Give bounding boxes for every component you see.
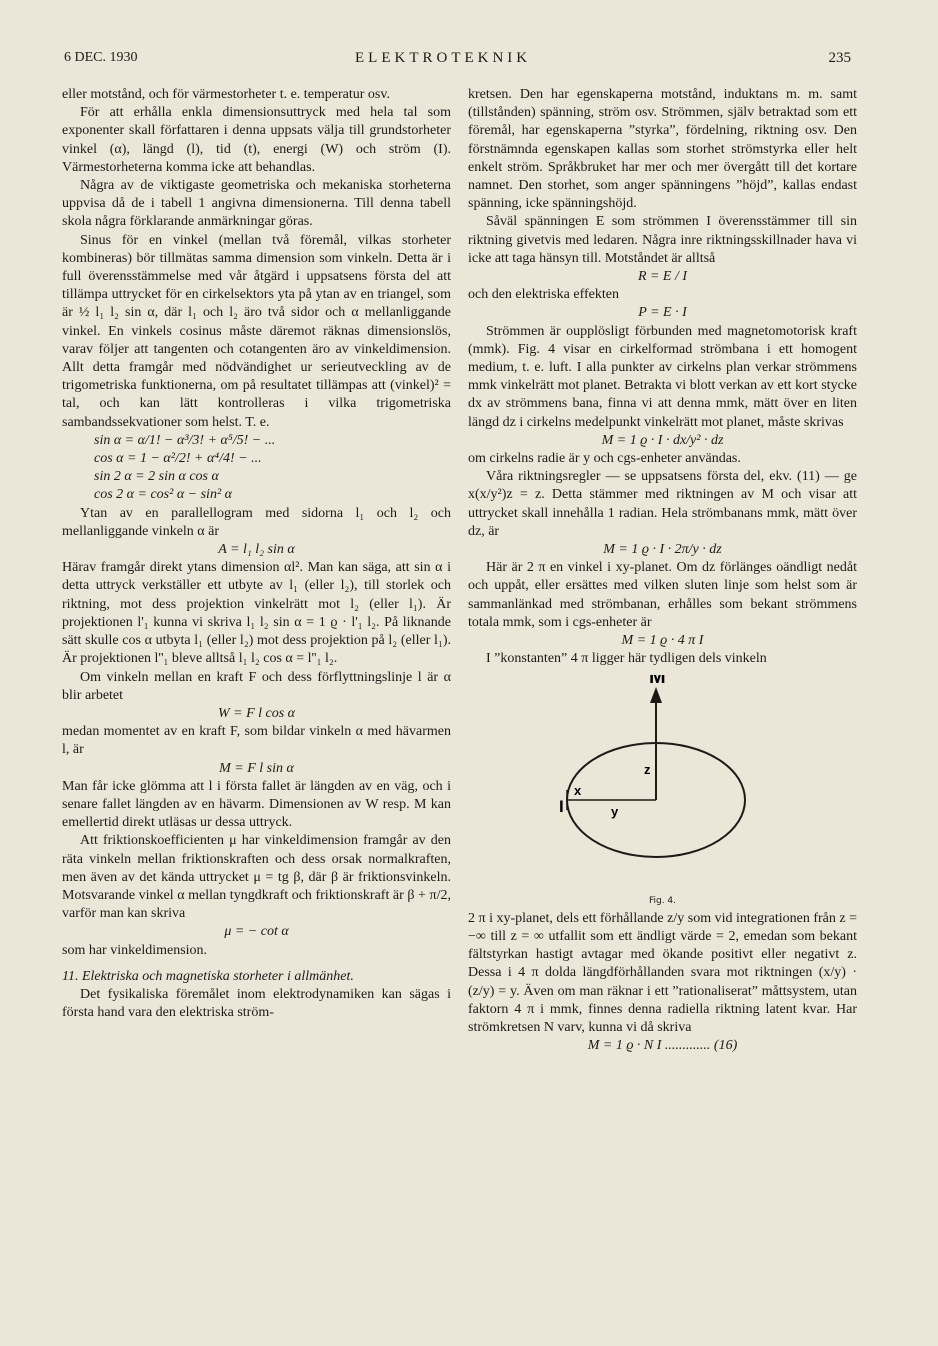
label-y: y	[611, 803, 619, 819]
paragraph: medan momentet av en kraft F, som bildar vinkeln α med hävarmen l, är	[62, 724, 451, 758]
paragraph: Här är 2 π en vinkel i xy-planet. Om dz förlänges oändligt nedåt och uppåt, eller ersättes med vilken sluten linje som helst som är sammanlänkad med strömbanan, erhålles som bekant strömmens totala mmk, som i cgs-enheter är	[468, 560, 857, 630]
paragraph: Om vinkeln mellan en kraft F och dess förflyttningslinje l är α blir arbetet	[62, 669, 451, 703]
paragraph: I ”konstanten” 4 π ligger här tydligen dels vinkeln	[486, 651, 767, 667]
equation-mu: μ = − cot α	[224, 924, 289, 940]
paragraph: Man får icke glömma att l i första fallet är längden av en väg, och i senare fallet längden av en hävarm. Dimensionen av W resp. M kan emellertid direkt utläsas ur dessa uttryck.	[62, 778, 451, 831]
figure-4	[468, 675, 857, 890]
equation-mmk-element: M = 1 ϱ · I · dx/y² · dz	[601, 432, 724, 448]
page-number: 235	[828, 50, 851, 66]
figure-4-diagram	[468, 675, 857, 890]
equation-area: A = l₁ l₂ sin α	[218, 542, 295, 558]
equation-sin2: sin 2 α = 2 sin α cos α	[94, 469, 219, 485]
paragraph: kretsen. Den har egenskaperna motstånd, induktans m. m. samt (tillstånden) spänning, ström osv. Strömmen, själv betraktad som ett föremål, har egenskaperna ”styrka”, fördelning, riktning osv. Den förstnämnda egenskapen kallas som storhet strömstyrka eller helt enkelt ström. Språkbruket har mer och mer övergått till det kortare namnet. Den storhet, som anger spänningens ”höjd”, kallas endast spänning, icke spänningshöjd.	[468, 87, 857, 212]
section-heading: 11. Elektriska och magnetiska storheter i allmänhet.	[62, 968, 354, 984]
left-column	[62, 86, 451, 1022]
header-date: 6 DEC. 1930	[64, 50, 138, 65]
paragraph: Sinus för en vinkel (mellan två föremål, vilkas storheter kombineras) bör tillmätas samma dimension som vinkeln. Detta är i full överensstämmelse med vår åtgärd i uppsatsens första del att tillämpa uttrycket för en cirkelsektors yta på ytan av en triangel, som är ½ l₁ l₂ sin α, där l₁ och l₂ äro två sidor och α mellanliggande vinkel. En vinkels cosinus måste däremot räknas dimensionslös, varav följer att tangenten och cotangenten äro av vinkeldimension. Allt detta framgår med nödvändighet ur serieutveckling av de trigometriska funktionerna, om på resultatet tillämpas att (vinkel)² = tal, och kan lätt kontrolleras i vilka trigometriska sambandssekvationer som helst. T. e.	[62, 232, 451, 430]
paragraph: Härav framgår direkt ytans dimension αl². Man kan säga, att sin α i detta uttryck verkställer ett utbyte av l₁ (eller l₂), till storlek och riktning, mot dess projektion vinkelrätt mot l₂ (eller l₁). Är projektionen l'₁ kunna vi skriva l₁ l₂ sin α = 1 ϱ · l'₁ l₂. På liknande sätt skulle cos α utbyta l₁ (eller l₂) mot dess projektion på l₂ (eller l₁). Är projektionen l''₁ bleve alltså l₁ l₂ cos α = l''₁ l₂.	[62, 560, 451, 667]
equation-mmk-total: M = 1 ϱ · 4 π I	[621, 633, 704, 649]
equation-mmk-total-dz: M = 1 ϱ · I · 2π/y · dz	[603, 542, 722, 558]
arrow-up-icon	[650, 687, 662, 703]
paragraph: Några av de viktigaste geometriska och mekaniska storheterna uppvisa då de i tabell 1 angivna dimensionerna. Till denna tabell skola några förklarande anmärkningar göras.	[62, 178, 451, 230]
equation-work: W = F l cos α	[217, 705, 296, 721]
right-column	[468, 86, 857, 1055]
label-x: x	[574, 782, 582, 798]
label-z: z	[644, 761, 651, 777]
paragraph: och den elektriska effekten	[468, 287, 619, 303]
equation-resistance: R = E / I	[637, 269, 688, 285]
equation-moment: M = F l sin α	[219, 760, 294, 776]
figure-caption: Fig. 4.	[648, 895, 677, 906]
paragraph: Det fysikaliska föremålet inom elektrodynamiken kan sägas i första hand vara den elektriska ström-	[62, 986, 451, 1021]
label-M: M	[649, 674, 666, 688]
paragraph: Såväl spänningen E som strömmen I överensstämmer till sin riktning givetvis med ledaren. Några inre riktningsskillnader hava vi icke att taga hänsyn till. Motståndet är alltså	[468, 214, 857, 266]
paragraph: För att erhålla enkla dimensionsuttryck med hela tal som exponenter skall författaren i denna uppsats välja till grundstorheter vinkel (α), längd (l), tid (t), energi (W) och ström (I). Värmestorheterna komma icke att behandlas.	[62, 105, 451, 175]
paragraph: Att friktionskoefficienten μ har vinkeldimension framgår av den räta vinkeln mellan friktionskraften och dess orsak normalkraften, men även av det kända uttrycket μ = tg β, där β är friktionsvinkeln. Motsvarande vinkel α mellan tyngdkraft och friktionskraft är β + π/2, varför man kan skriva	[62, 833, 451, 922]
paragraph: eller motstånd, och för värmestorheter t. e. temperatur osv.	[62, 87, 390, 102]
paragraph: som har vinkeldimension.	[62, 942, 208, 958]
equation-cos2: cos 2 α = cos² α − sin² α	[94, 487, 232, 503]
paragraph: Ytan av en parallellogram med sidorna l₁ och l₂ och mellanliggande vinkeln α är	[62, 505, 451, 539]
paragraph: Våra riktningsregler — se uppsatsens första del, ekv. (11) — ge x(x/y²)z = z. Detta stämmer med riktningen av M och visar att uttrycket skall innehålla 1 radian. Hela strömbanans mmk, mätt över dz, är	[468, 469, 857, 539]
label-I: I	[559, 796, 564, 816]
paragraph: om cirkelns radie är y och cgs-enheter användas.	[468, 451, 741, 467]
paragraph: 2 π i xy-planet, dels ett förhållande z/y som vid integrationen från z = −∞ till z = ∞ utfallit som ett ändligt värde = 2, emedan som bekant fältstyrkan hastigt avtagar med ökande positivt eller negativt z. Dessa i 4 π dolda längdförhållanden svara mot riktningen (x/y) · (z/y) = y. Även om man räknar i ett ”rationaliserat” måttsystem, utan faktorn 4 π i mmk, finnes denna radiella riktning latent kvar. Har strömkretsen N varv, kunna vi då skriva	[468, 910, 857, 1035]
header-title: ELEKTROTEKNIK	[355, 50, 532, 66]
equation-cos-series: cos α = 1 − α²/2! + α⁴/4! − ...	[94, 451, 262, 467]
equation-power: P = E · I	[638, 305, 687, 321]
paragraph: Strömmen är oupplösligt förbunden med magnetomotorisk kraft (mmk). Fig. 4 visar en cirkelformad strömbana i ett homogent medium, t. e. luft. I alla punkter av cirkelns plan verkar strömmens mmk vinkelrätt mot planet. Betrakta vi blott verkan av ett kort stycke dx av strömmens bana, finna vi att denna mmk, mätt över en liten längd dz i cirkelns medelpunkt vinkelrätt mot planet, måste skrivas	[468, 323, 857, 430]
equation-16: M = 1 ϱ · N I ............. (16)	[587, 1038, 738, 1054]
equation-sin-series: sin α = α/1! − α³/3! + α⁵/5! − ...	[94, 432, 276, 448]
